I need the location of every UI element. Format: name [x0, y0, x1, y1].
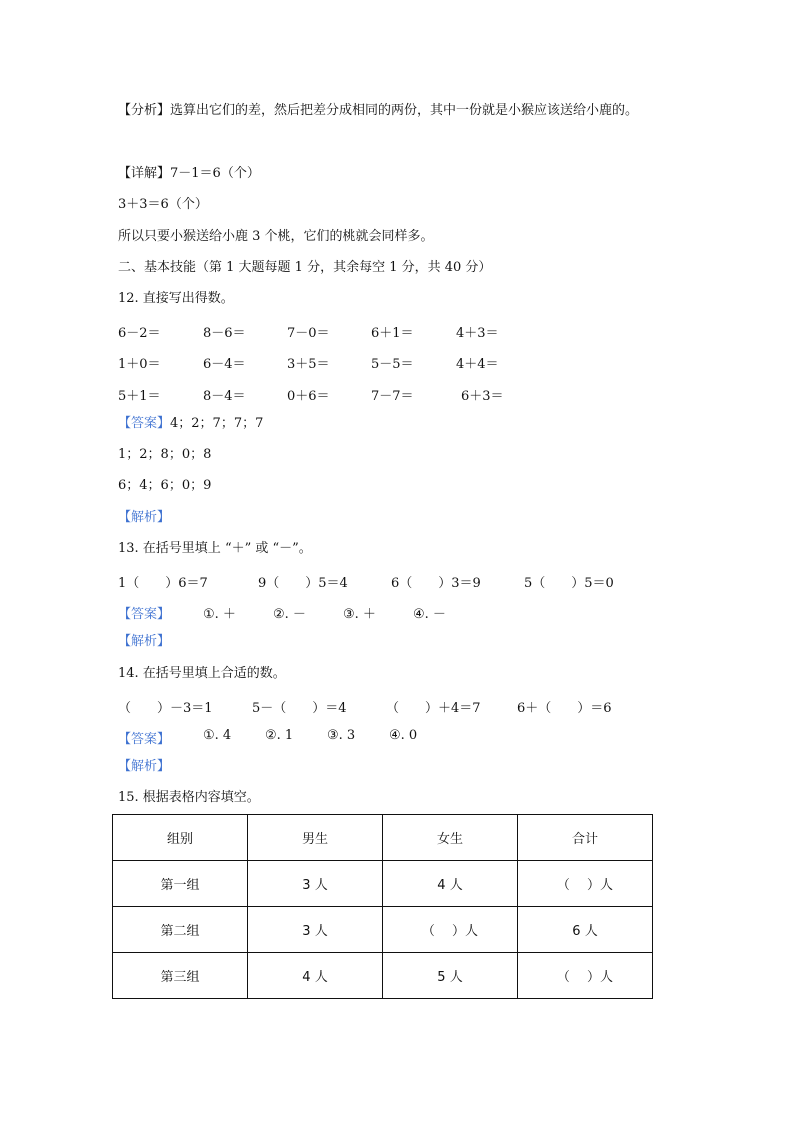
detail-line-2: 3＋3＝6（个）	[118, 197, 208, 212]
q12-answer-3: 6；4；6；0；9	[118, 478, 212, 493]
q13-problem: 6（ ）3＝9	[391, 576, 481, 591]
answer-label: 【答案】	[118, 732, 171, 747]
q12-analysis-label: 【解析】	[118, 510, 171, 525]
answer-label: 【答案】	[118, 607, 171, 622]
table-cell: 3 人	[248, 907, 383, 953]
q14-problem: 5－（ ）＝4	[252, 701, 347, 716]
table-header-cell: 女生	[383, 815, 518, 861]
q15-title: 15. 根据表格内容填空。	[118, 790, 260, 805]
table-row	[113, 953, 653, 999]
q14-title: 14. 在括号里填上合适的数。	[118, 666, 286, 681]
q12-title: 12. 直接写出得数。	[118, 291, 234, 306]
table-cell: （ ）人	[383, 907, 518, 953]
q12-answer-1: 4；2；7；7；7	[170, 416, 264, 431]
table-cell: 第一组	[113, 861, 248, 907]
table-row	[113, 861, 653, 907]
table-cell: （ ）人	[518, 861, 653, 907]
q12-answer-2: 1；2；8；0；8	[118, 447, 212, 462]
q14-answer: ④. 0	[389, 728, 418, 743]
analysis-paragraph	[118, 103, 638, 119]
table-cell: （ ）人	[518, 953, 653, 999]
table-cell: 第二组	[113, 907, 248, 953]
q12-item: 8－4＝	[203, 389, 246, 404]
q12-item: 7－0＝	[287, 326, 330, 341]
q14-problem: （ ）＋4＝7	[386, 701, 481, 716]
q12-item: 7－7＝	[371, 389, 414, 404]
q13-answer: ③. ＋	[343, 607, 376, 622]
table-cell: 6 人	[518, 907, 653, 953]
answer-label: 【答案】	[118, 416, 171, 431]
q12-item: 5－5＝	[371, 357, 414, 372]
q14-answer: ③. 3	[327, 728, 356, 743]
q12-item: 6－4＝	[203, 357, 246, 372]
q14-answer: ①. 4	[203, 728, 232, 743]
q14-problem: （ ）－3＝1	[118, 701, 213, 716]
q12-item: 3＋5＝	[287, 357, 330, 372]
detail-line-1	[118, 166, 260, 182]
q13-problem: 9（ ）5＝4	[258, 576, 348, 591]
q12-item: 8－6＝	[203, 326, 246, 341]
detail-text-1: 7－1＝6（个）	[170, 166, 260, 181]
table-cell: 5 人	[383, 953, 518, 999]
q13-answer: ①. ＋	[203, 607, 236, 622]
q15-table	[112, 814, 653, 999]
q12-item: 6＋1＝	[371, 326, 414, 341]
table-cell: 4 人	[248, 953, 383, 999]
table-cell: 3 人	[248, 861, 383, 907]
q13-problem: 1（ ）6＝7	[118, 576, 208, 591]
q14-answer: ②. 1	[265, 728, 294, 743]
table-header-cell: 组别	[113, 815, 248, 861]
table-cell: 第三组	[113, 953, 248, 999]
q14-problem: 6＋（ ）＝6	[517, 701, 612, 716]
q13-analysis-label: 【解析】	[118, 634, 171, 649]
table-cell: 4 人	[383, 861, 518, 907]
q13-problem: 5（ ）5＝0	[524, 576, 614, 591]
q12-item: 6－2＝	[118, 326, 161, 341]
table-row	[113, 907, 653, 953]
q13-title: 13. 在括号里填上 “＋” 或 “－”。	[118, 541, 312, 556]
q12-item: 1＋0＝	[118, 357, 161, 372]
q12-item: 5＋1＝	[118, 389, 161, 404]
q13-answer: ②. －	[273, 607, 306, 622]
q12-item: 6＋3＝	[461, 389, 504, 404]
detail-label: 【详解】	[118, 166, 171, 181]
q12-item: 4＋3＝	[456, 326, 499, 341]
analysis-label: 【分析】	[118, 103, 171, 118]
q12-item: 4＋4＝	[456, 357, 499, 372]
q13-answer: ④. －	[413, 607, 446, 622]
analysis-text: 选算出它们的差，然后把差分成相同的两份，其中一份就是小猴应该送给小鹿的。	[170, 103, 639, 118]
detail-line-3: 所以只要小猴送给小鹿 3 个桃，它们的桃就会同样多。	[118, 229, 434, 244]
q14-analysis-label: 【解析】	[118, 759, 171, 774]
q12-answer-line-1	[118, 416, 263, 432]
table-header-cell: 男生	[248, 815, 383, 861]
q12-item: 0＋6＝	[287, 389, 330, 404]
section-title: 二、基本技能（第 1 大题每题 1 分，其余每空 1 分，共 40 分）	[118, 260, 492, 275]
table-header-cell: 合计	[518, 815, 653, 861]
table-header-row	[113, 815, 653, 861]
